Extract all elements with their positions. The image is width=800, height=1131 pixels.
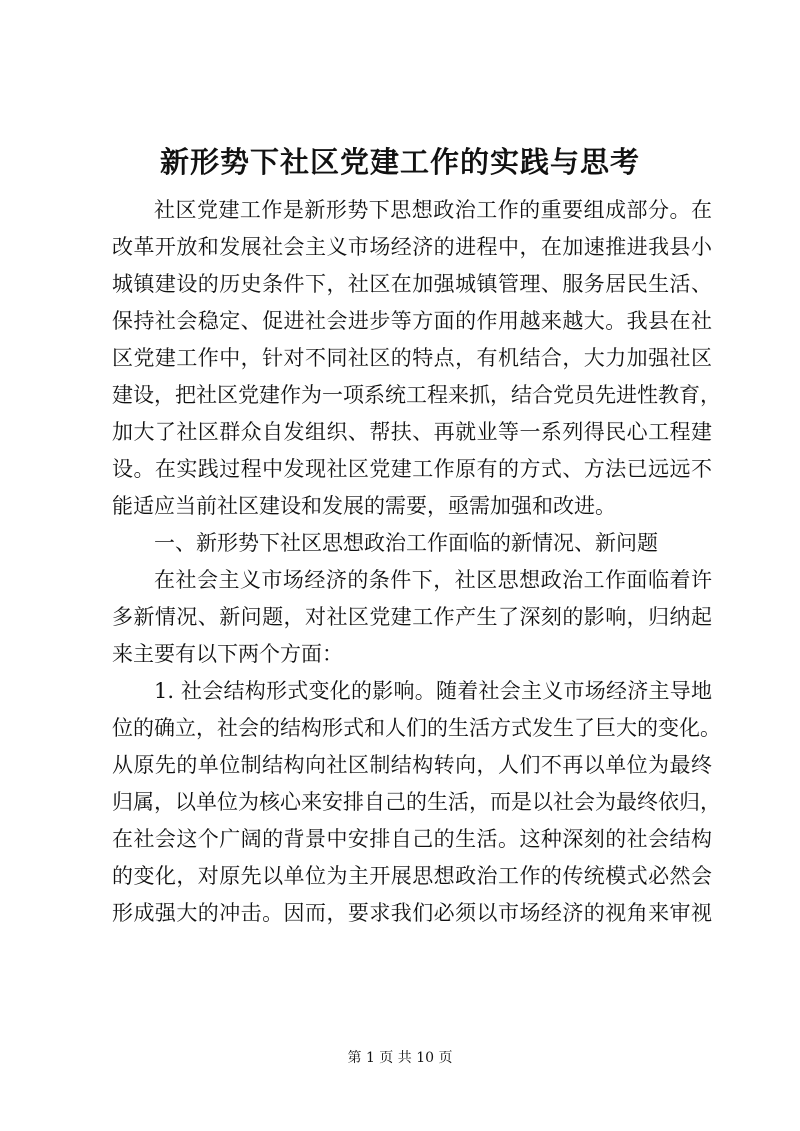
paragraph-line: 加大了社区群众自发组织、帮扶、再就业等一系列得民心工程建 [112, 420, 712, 444]
paragraph-line: 在社会主义市场经济的条件下，社区思想政治工作面临着许 [154, 568, 712, 592]
paragraph-line: 保持社会稳定、促进社会进步等方面的作用越来越大。我县在社 [112, 309, 712, 333]
section-heading: 一、新形势下社区思想政治工作面临的新情况、新问题 [154, 531, 658, 555]
paragraph-line: 建设，把社区党建作为一项系统工程来抓，结合党员先进性教育， [112, 383, 721, 407]
paragraph-line: 的变化，对原先以单位为主开展思想政治工作的传统模式必然会 [112, 864, 712, 888]
paragraph-line: 社区党建工作是新形势下思想政治工作的重要组成部分。在 [154, 198, 712, 222]
page-number: 第 1 页 共 10 页 [347, 1050, 453, 1066]
paragraph-line: 形成强大的冲击。因而，要求我们必须以市场经济的视角来审视 [112, 901, 712, 925]
paragraph-line: 来主要有以下两个方面： [112, 642, 343, 666]
paragraph-line: 位的确立，社会的结构形式和人们的生活方式发生了巨大的变化。 [112, 716, 721, 740]
paragraph-line: 改革开放和发展社会主义市场经济的进程中，在加速推进我县小 [112, 235, 712, 259]
paragraph-line: 能适应当前社区建设和发展的需要，亟需加强和改进。 [112, 494, 616, 518]
paragraph-line: 城镇建设的历史条件下，社区在加强城镇管理、服务居民生活、 [112, 272, 712, 296]
document-title: 新形势下社区党建工作的实践与思考 [159, 145, 640, 179]
paragraph-line: 归属，以单位为核心来安排自己的生活，而是以社会为最终依归， [112, 790, 721, 814]
paragraph-line: 多新情况、新问题，对社区党建工作产生了深刻的影响，归纳起 [112, 605, 712, 629]
paragraph-line: 在社会这个广阔的背景中安排自己的生活。这种深刻的社会结构 [112, 827, 712, 851]
paragraph-line: 1. 社会结构形式变化的影响。随着社会主义市场经济主导地 [154, 679, 712, 703]
paragraph-line: 区党建工作中，针对不同社区的特点，有机结合，大力加强社区 [112, 346, 712, 370]
paragraph-line: 从原先的单位制结构向社区制结构转向，人们不再以单位为最终 [112, 753, 712, 777]
paragraph-line: 设。在实践过程中发现社区党建工作原有的方式、方法已远远不 [112, 457, 712, 481]
